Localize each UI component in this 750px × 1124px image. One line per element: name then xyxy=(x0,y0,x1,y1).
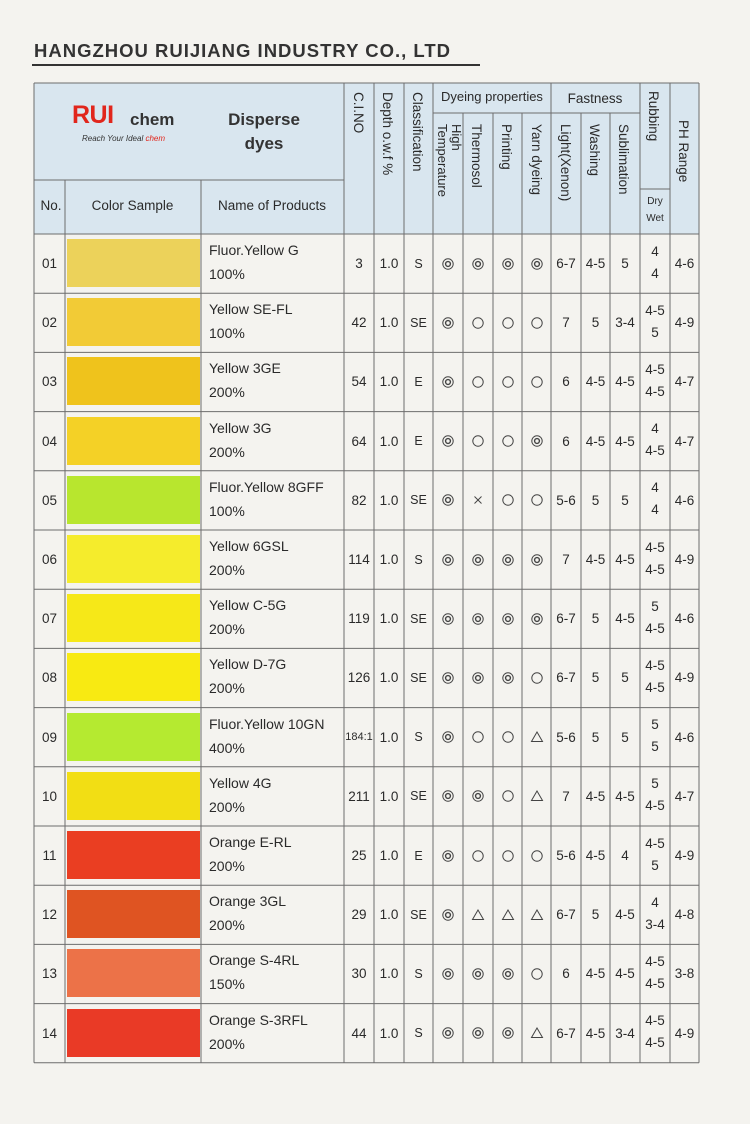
sublimation-fastness: 4 xyxy=(621,848,629,864)
triangle-icon xyxy=(530,908,544,922)
rubbing-dry: 4-5 xyxy=(645,953,665,969)
rubbing-wet: 4-5 xyxy=(645,975,665,991)
row-number: 14 xyxy=(41,1025,58,1041)
double-circle-icon xyxy=(441,908,455,922)
product-name-cell xyxy=(209,712,324,760)
circle-icon xyxy=(501,730,515,744)
circle-icon xyxy=(530,493,544,507)
washing-fastness: 4-5 xyxy=(585,1025,606,1041)
product-strength: 200% xyxy=(209,621,245,638)
depth-value: 1.0 xyxy=(379,966,399,982)
ci-number: 30 xyxy=(351,966,367,982)
classification-value: SE xyxy=(410,611,427,626)
circle-icon xyxy=(501,789,515,803)
washing-fastness: 5 xyxy=(591,907,600,923)
classification-value: SE xyxy=(410,493,427,508)
circle-icon xyxy=(471,730,485,744)
ci-number: 64 xyxy=(351,433,367,449)
washing-fastness: 4-5 xyxy=(585,256,606,272)
depth-value: 1.0 xyxy=(379,788,399,804)
classification-value: E xyxy=(414,848,423,863)
product-strength: 150% xyxy=(209,976,245,993)
rubbing-dry: 4-5 xyxy=(645,657,665,673)
product-name: Yellow C-5G xyxy=(209,597,287,614)
product-strength: 100% xyxy=(209,502,245,519)
product-name: Yellow SE-FL xyxy=(209,301,293,318)
rubbing-wet: 4 xyxy=(651,502,659,518)
ph-range: 4-9 xyxy=(674,1025,695,1041)
ci-number: 3 xyxy=(355,256,363,272)
product-name-cell xyxy=(209,652,286,700)
row-number: 12 xyxy=(41,907,58,923)
product-strength: 200% xyxy=(209,858,245,874)
light-fastness: 6-7 xyxy=(556,256,576,272)
washing-fastness: 5 xyxy=(591,315,600,331)
double-circle-icon xyxy=(441,612,455,626)
double-circle-icon xyxy=(471,612,485,626)
classification-value: SE xyxy=(410,670,427,685)
ci-number: 29 xyxy=(351,907,367,923)
product-name-cell xyxy=(209,534,289,582)
washing-fastness: 4-5 xyxy=(585,374,606,390)
double-circle-icon xyxy=(530,257,544,271)
ph-range: 4-6 xyxy=(674,729,695,745)
rubbing-wet: 5 xyxy=(651,739,659,755)
color-swatch xyxy=(67,890,200,938)
color-swatch xyxy=(67,1009,200,1057)
circle-icon xyxy=(530,375,544,389)
sublimation-fastness: 4-5 xyxy=(615,611,635,627)
depth-value: 1.0 xyxy=(379,315,399,331)
classification-value: E xyxy=(414,434,423,449)
circle-icon xyxy=(530,316,544,330)
ph-range: 4-9 xyxy=(674,315,695,331)
ci-number: 82 xyxy=(351,492,367,508)
rubbing-dry: 4 xyxy=(651,243,659,259)
depth-value: 1.0 xyxy=(379,848,399,864)
depth-value: 1.0 xyxy=(379,433,399,449)
rubbing-dry: 4 xyxy=(651,480,659,496)
depth-value: 1.0 xyxy=(379,552,399,568)
light-fastness: 7 xyxy=(562,552,570,568)
rubbing-dry: 4-5 xyxy=(645,539,665,555)
classification-value: S xyxy=(414,552,423,567)
classification-value: S xyxy=(414,256,423,271)
row-number: 03 xyxy=(41,374,58,390)
product-name-cell xyxy=(209,771,272,819)
light-fastness: 6 xyxy=(562,966,570,982)
header-high-temperature xyxy=(435,124,463,197)
product-name: Fluor.Yellow G xyxy=(209,242,299,258)
circle-icon xyxy=(471,316,485,330)
ph-range: 4-9 xyxy=(674,552,695,568)
double-circle-icon xyxy=(441,849,455,863)
header-thermosol: Thermosol xyxy=(469,124,484,188)
header-light: Light(Xenon) xyxy=(558,124,573,202)
color-swatch xyxy=(67,298,200,346)
product-name-cell xyxy=(209,297,293,345)
ci-number: 119 xyxy=(348,611,370,627)
double-circle-icon xyxy=(441,671,455,685)
header-yarn-dyeing: Yarn dyeing xyxy=(529,124,544,196)
rubbing-dry: 4-5 xyxy=(645,1013,665,1029)
washing-fastness: 5 xyxy=(591,492,600,508)
double-circle-icon xyxy=(441,316,455,330)
product-name-cell xyxy=(209,948,299,996)
product-strength: 100% xyxy=(209,266,245,282)
product-strength: 200% xyxy=(209,384,245,401)
light-fastness: 5-6 xyxy=(556,729,576,745)
logo-rui: RUI xyxy=(72,101,114,129)
row-number: 07 xyxy=(41,611,58,627)
classification-value: S xyxy=(414,966,423,981)
product-name-cell xyxy=(209,356,281,404)
product-name: Yellow D-7G xyxy=(209,656,287,673)
circle-icon xyxy=(501,493,515,507)
depth-value: 1.0 xyxy=(379,907,399,923)
sublimation-fastness: 5 xyxy=(621,256,629,272)
circle-icon xyxy=(471,375,485,389)
ci-number: 114 xyxy=(348,552,370,568)
color-swatch xyxy=(67,713,200,761)
ci-number: 184:1 xyxy=(345,731,373,744)
ph-range: 4-6 xyxy=(674,256,695,272)
ci-number: 42 xyxy=(351,315,367,331)
ci-number: 126 xyxy=(347,670,371,686)
product-name-cell xyxy=(209,830,291,878)
header-washing: Washing xyxy=(587,124,602,177)
header-classification: Classification xyxy=(410,92,425,172)
product-strength: 100% xyxy=(209,325,245,342)
rubbing-dry: 4 xyxy=(651,421,659,437)
sublimation-fastness: 4-5 xyxy=(615,552,635,568)
washing-fastness: 5 xyxy=(591,729,600,745)
classification-value: SE xyxy=(410,315,427,330)
logo-tagline-a: Reach Your Ideal xyxy=(82,134,144,143)
product-name-cell xyxy=(209,889,286,937)
product-strength: 200% xyxy=(209,562,245,578)
triangle-icon xyxy=(530,789,544,803)
classification-value: S xyxy=(414,730,423,745)
rubbing-dry: 5 xyxy=(651,776,659,792)
double-circle-icon xyxy=(501,967,515,981)
row-number: 11 xyxy=(42,848,57,864)
row-number: 13 xyxy=(41,966,58,982)
double-circle-icon xyxy=(441,730,455,744)
washing-fastness: 5 xyxy=(591,670,600,686)
logo-tagline xyxy=(82,134,165,143)
rubbing-wet: 4-5 xyxy=(645,1035,665,1051)
depth-value: 1.0 xyxy=(379,256,399,272)
double-circle-icon xyxy=(471,553,485,567)
double-circle-icon xyxy=(471,257,485,271)
product-name-cell xyxy=(209,475,324,523)
light-fastness: 6-7 xyxy=(556,907,576,923)
rubbing-wet: 3-4 xyxy=(645,916,665,932)
ph-range: 4-7 xyxy=(674,788,695,804)
circle-icon xyxy=(501,375,515,389)
double-circle-icon xyxy=(441,434,455,448)
double-circle-icon xyxy=(441,493,455,507)
rubbing-wet: 4-5 xyxy=(645,679,665,695)
product-strength: 400% xyxy=(209,739,245,756)
title-line1: Disperse xyxy=(228,110,300,129)
triangle-icon xyxy=(530,1026,544,1040)
depth-value: 1.0 xyxy=(379,1025,399,1041)
rubbing-dry: 4 xyxy=(651,894,659,910)
washing-fastness: 4-5 xyxy=(585,848,606,864)
product-strength: 200% xyxy=(209,1035,245,1052)
double-circle-icon xyxy=(441,257,455,271)
logo-chem: chem xyxy=(130,110,175,129)
circle-icon xyxy=(501,434,515,448)
header-name: Name of Products xyxy=(217,198,327,213)
header-rubbing: Rubbing xyxy=(646,91,661,142)
light-fastness: 6-7 xyxy=(556,670,576,686)
product-name: Fluor.Yellow 10GN xyxy=(209,715,325,732)
double-circle-icon xyxy=(501,257,515,271)
product-strength: 200% xyxy=(209,680,245,697)
double-circle-icon xyxy=(471,789,485,803)
rubbing-dry: 4-5 xyxy=(645,302,665,318)
light-fastness: 6 xyxy=(562,433,570,449)
product-name: Yellow 3GE xyxy=(209,360,281,377)
double-circle-icon xyxy=(471,1026,485,1040)
double-circle-icon xyxy=(530,434,544,448)
sublimation-fastness: 4-5 xyxy=(615,788,635,804)
ci-number: 44 xyxy=(351,1025,367,1041)
double-circle-icon xyxy=(501,671,515,685)
header-no: No. xyxy=(40,198,62,213)
sublimation-fastness: 5 xyxy=(621,670,629,686)
rubbing-dry: 4-5 xyxy=(645,835,665,851)
row-number: 04 xyxy=(41,433,58,449)
rubbing-wet: 4-5 xyxy=(645,443,665,459)
sublimation-fastness: 5 xyxy=(621,729,629,745)
light-fastness: 6-7 xyxy=(556,611,576,627)
table-title xyxy=(208,108,320,156)
product-name: Yellow 6GSL xyxy=(209,538,289,554)
double-circle-icon xyxy=(530,612,544,626)
light-fastness: 5-6 xyxy=(556,492,576,508)
rubbing-dry: 4-5 xyxy=(645,361,665,377)
light-fastness: 7 xyxy=(562,788,570,804)
header-ph-range: PH Range xyxy=(676,120,691,183)
classification-value: E xyxy=(414,374,423,389)
ph-range: 3-8 xyxy=(674,966,695,982)
depth-value: 1.0 xyxy=(379,492,399,508)
washing-fastness: 4-5 xyxy=(585,433,606,449)
double-circle-icon xyxy=(441,967,455,981)
light-fastness: 5-6 xyxy=(556,848,576,864)
row-number: 08 xyxy=(41,670,58,686)
rubbing-wet: 4-5 xyxy=(645,798,665,814)
color-swatch xyxy=(67,476,200,524)
ci-number: 54 xyxy=(351,374,367,390)
depth-value: 1.0 xyxy=(379,729,399,745)
row-number: 06 xyxy=(41,552,58,568)
header-dyeing-properties: Dyeing properties xyxy=(441,89,543,104)
double-circle-icon xyxy=(501,553,515,567)
row-number: 05 xyxy=(41,492,58,508)
color-swatch xyxy=(67,949,200,997)
sublimation-fastness: 4-5 xyxy=(615,966,635,982)
sublimation-fastness: 4-5 xyxy=(615,907,635,923)
double-circle-icon xyxy=(441,375,455,389)
ph-range: 4-7 xyxy=(674,374,695,390)
header-color-sample: Color Sample xyxy=(91,198,174,213)
triangle-icon xyxy=(530,730,544,744)
double-circle-icon xyxy=(501,612,515,626)
ph-range: 4-8 xyxy=(674,907,695,923)
ph-range: 4-9 xyxy=(674,670,695,686)
header-ci-no: C.I.NO xyxy=(351,92,366,134)
row-number: 02 xyxy=(41,315,58,331)
circle-icon xyxy=(530,967,544,981)
triangle-icon xyxy=(471,908,485,922)
row-number: 09 xyxy=(41,729,58,745)
product-name: Orange 3GL xyxy=(209,893,287,910)
double-circle-icon xyxy=(471,967,485,981)
depth-value: 1.0 xyxy=(379,670,399,686)
ph-range: 4-6 xyxy=(674,492,695,508)
ci-number: 211 xyxy=(348,788,370,804)
washing-fastness: 4-5 xyxy=(585,788,606,804)
rubbing-dry: 5 xyxy=(651,717,659,733)
circle-icon xyxy=(501,316,515,330)
color-swatch xyxy=(67,772,200,820)
circle-icon xyxy=(471,434,485,448)
color-swatch xyxy=(67,357,200,405)
header-dry: Dry xyxy=(647,196,663,207)
ph-range: 4-9 xyxy=(674,848,695,864)
product-name: Yellow 4G xyxy=(209,774,272,791)
sublimation-fastness: 3-4 xyxy=(615,1025,635,1041)
double-circle-icon xyxy=(441,1026,455,1040)
product-name: Orange S-4RL xyxy=(209,952,300,969)
rubbing-wet: 4-5 xyxy=(645,620,665,636)
header-high: High xyxy=(449,124,464,151)
circle-icon xyxy=(471,849,485,863)
rubbing-wet: 4-5 xyxy=(645,561,665,577)
product-name-cell xyxy=(209,238,299,286)
sublimation-fastness: 5 xyxy=(621,492,629,508)
product-name-cell xyxy=(209,593,286,641)
header-depth: Depth o.w.f % xyxy=(380,92,395,176)
depth-value: 1.0 xyxy=(379,611,399,627)
row-number: 10 xyxy=(41,788,58,804)
product-name-cell xyxy=(209,1008,308,1056)
washing-fastness: 5 xyxy=(591,611,600,627)
product-strength: 200% xyxy=(209,443,245,460)
depth-value: 1.0 xyxy=(379,374,399,390)
product-name: Orange E-RL xyxy=(209,834,292,850)
sublimation-fastness: 4-5 xyxy=(615,433,635,449)
header-printing: Printing xyxy=(499,124,514,170)
color-swatch xyxy=(67,594,200,642)
rubbing-wet: 4-5 xyxy=(645,383,665,399)
double-circle-icon xyxy=(501,1026,515,1040)
cross-icon xyxy=(471,493,485,507)
classification-value: SE xyxy=(410,789,427,804)
product-name: Fluor.Yellow 8GFF xyxy=(209,478,324,495)
double-circle-icon xyxy=(441,553,455,567)
header-temperature: Temperature xyxy=(435,124,450,197)
color-swatch xyxy=(67,417,200,465)
product-strength: 200% xyxy=(209,798,245,815)
circle-icon xyxy=(530,849,544,863)
double-circle-icon xyxy=(471,671,485,685)
product-strength: 200% xyxy=(209,917,245,934)
product-name: Orange S-3RFL xyxy=(209,1011,308,1028)
ph-range: 4-6 xyxy=(674,611,695,627)
sublimation-fastness: 3-4 xyxy=(615,315,635,331)
circle-icon xyxy=(501,849,515,863)
color-swatch xyxy=(67,535,200,583)
logo-tagline-b: chem xyxy=(145,134,166,143)
header-fastness: Fastness xyxy=(567,91,623,106)
circle-icon xyxy=(530,671,544,685)
company-name: HANGZHOU RUIJIANG INDUSTRY CO., LTD xyxy=(34,40,451,61)
rubbing-wet: 5 xyxy=(651,324,659,340)
sublimation-fastness: 4-5 xyxy=(615,374,635,390)
rubbing-wet: 4 xyxy=(651,265,659,281)
light-fastness: 7 xyxy=(562,315,570,331)
color-swatch xyxy=(67,239,200,287)
row-number: 01 xyxy=(41,256,58,272)
header-wet: Wet xyxy=(646,213,664,224)
color-swatch xyxy=(67,831,200,879)
color-swatch xyxy=(67,653,200,701)
ci-number: 25 xyxy=(351,848,367,864)
triangle-icon xyxy=(501,908,515,922)
title-line2: dyes xyxy=(244,134,284,153)
rubbing-wet: 5 xyxy=(651,857,659,873)
product-name: Yellow 3G xyxy=(209,419,272,436)
product-name-cell xyxy=(209,416,272,464)
ph-range: 4-7 xyxy=(674,433,695,449)
light-fastness: 6-7 xyxy=(556,1025,576,1041)
double-circle-icon xyxy=(530,553,544,567)
rubbing-dry: 5 xyxy=(651,598,659,614)
classification-value: SE xyxy=(410,907,427,922)
washing-fastness: 4-5 xyxy=(585,966,606,982)
classification-value: S xyxy=(414,1026,423,1041)
header-sublimation: Sublimation xyxy=(616,124,631,195)
washing-fastness: 4-5 xyxy=(585,552,606,568)
double-circle-icon xyxy=(441,789,455,803)
light-fastness: 6 xyxy=(562,374,570,390)
